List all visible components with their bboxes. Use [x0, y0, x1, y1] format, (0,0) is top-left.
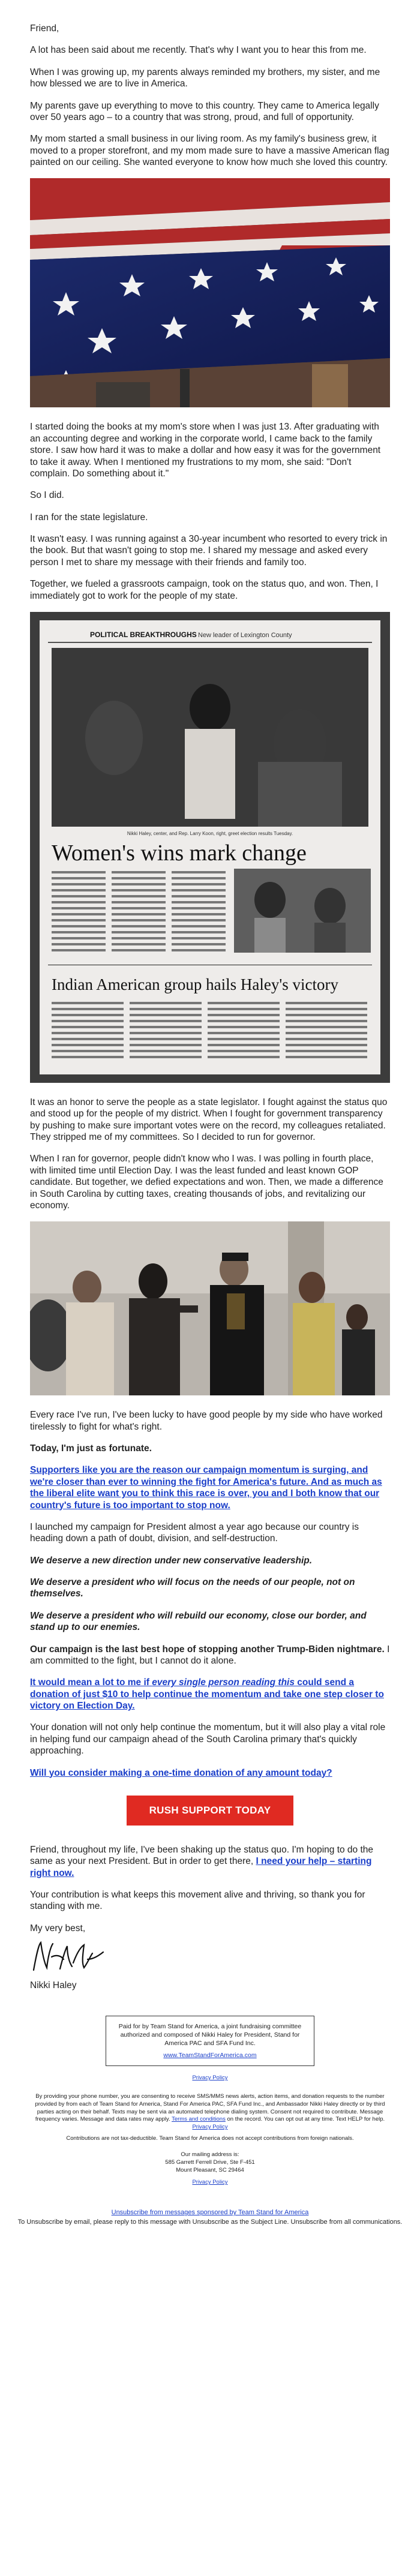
paragraph — [30, 1464, 390, 1511]
newspaper-section-sub: New leader of Lexington County — [198, 631, 292, 639]
paragraph: A lot has been said about me recently. That's why I want you to hear this from me. — [30, 45, 367, 56]
cta-container — [30, 1796, 390, 1826]
paragraph: Every race I've run, I've been lucky to have good people by my side who have worked tirelessly to fight for what's right. — [30, 1410, 383, 1432]
link-text-italic: every single person reading this — [152, 1677, 295, 1688]
link-text: It would mean a lot to me if — [30, 1677, 152, 1688]
address-line: Mount Pleasant, SC 29464 — [176, 2166, 244, 2173]
closing: My very best, — [30, 1923, 86, 1933]
paragraph: Together, we fueled a grassroots campaign, took on the status quo, and won. Then, I immediately got to work for the people of my state. — [30, 579, 379, 601]
paragraph: I started doing the books at my mom's store when I was just 13. After graduating with an accounting degree and working in the corporate world, I came back to the family store. I saw how hard it was to make a dollar and how easy it was for the government to take it away. When I mentioned my frustrations to my mom, she said: "Don't complain. Do something about it." — [30, 422, 381, 479]
paragraph-text: I am committed to the fight, but I cannot do it alone. — [30, 1644, 390, 1666]
privacy-policy-link[interactable]: Privacy Policy — [192, 2179, 228, 2186]
contributions-note: Contributions are not tax-deductible. Team Stand for America does not accept contributions from foreign nationals. — [66, 2135, 354, 2142]
terms-link[interactable]: Terms and conditions — [172, 2116, 226, 2123]
paragraph: My parents gave up everything to move to this country. They came to America legally over 50 years ago – to a country that was strong, proud, and full of opportunity. — [30, 100, 379, 122]
donate-link[interactable]: I need your help – starting right now. — [30, 1856, 372, 1878]
paragraph: It was an honor to serve the people as a state legislator. I fought against the status quo and stood up for the people of my district. When I fought for government transparency by pushing to make sure important votes were on the record, my colleagues retaliated. They stripped me of my committees. So I decided to run for governor. — [30, 1097, 388, 1142]
address-line: 585 Garrett Ferrell Drive, Ste F-451 — [165, 2158, 255, 2166]
paragraph — [30, 1555, 390, 1566]
unsubscribe-email-note: To Unsubscribe by email, please reply to this message with Unsubscribe as the Subject Line. Unsubscribe from all communications. — [17, 2218, 403, 2226]
privacy-policy-link[interactable]: Privacy Policy — [192, 2124, 228, 2131]
paragraph — [30, 1610, 390, 1634]
mailing-label: Our mailing address is: — [181, 2151, 239, 2158]
paragraph — [30, 1443, 390, 1454]
paid-for-box — [106, 2016, 314, 2067]
paragraph — [30, 1644, 390, 1667]
signature-image — [30, 1939, 108, 1976]
sms-disclaimer: By providing your phone number, you are consenting to receive SMS/MMS news alerts, action items, and donation requests to the number provided by from each of Team Stand for America, Stand For America PAC, SFA Fund Inc., and Ambassador Nikki Haley directly or by third parties acting on their behalf. Texts may be sent via an automated telephone dialing system. Consent not required to contribute. Message frequency varies. Message and data rates may apply. — [35, 2093, 385, 2123]
paragraph: My mom started a small business in our living room. As my family's business grew, it moved to a proper storefront, and my mom made sure to have a massive American flag painted on our ceiling. She wanted everyone to know how much she loved this country. — [30, 134, 389, 167]
rush-support-button[interactable]: RUSH SUPPORT TODAY — [127, 1796, 293, 1826]
signature-name: Nikki Haley — [30, 1980, 77, 1991]
paragraph: When I ran for governor, people didn't know who I was. I was polling in fourth place, with limited time until Election Day. I was the least funded and least known GOP candidate. But together, we defied expectations and won. Then, we made a difference in South Carolina by cutting taxes, creating thousands of jobs, and revitalizing our economy. — [30, 1154, 383, 1211]
bold-text: Our campaign is the last best hope of stopping another Trump-Biden nightmare. — [30, 1644, 385, 1655]
paragraph — [30, 1767, 390, 1779]
paragraph: I ran for the state legislature. — [30, 512, 148, 523]
privacy-policy-link[interactable]: Privacy Policy — [192, 2074, 228, 2082]
newspaper-clipping-image — [30, 612, 390, 1083]
paid-for-text: Paid for by Team Stand for America, a joint fundraising committee authorized and composed of Nikki Haley for President, Stand for America PAC and SFA Fund Inc. — [118, 2022, 302, 2047]
svg-text:Nikki Haley, center, and Rep.: Nikki Haley, center, and Rep. Larry Koon, right, greet election results Tuesday. — [127, 830, 293, 836]
unsubscribe-section — [0, 2208, 420, 2227]
paragraph: It wasn't easy. I was running against a 30-year incumbent who resorted to every trick in the book. But that wasn't going to stop me. I shared my message and asked every person I met to share my message with their friends and family too. — [30, 534, 388, 568]
flag-ceiling-photo — [30, 178, 390, 407]
newspaper-subheadline: Indian American group hails Haley's victory — [52, 975, 338, 993]
sms-disclaimer-2: on the record. You can opt out at any time. Text HELP for help. — [227, 2116, 385, 2123]
paragraph — [30, 1844, 390, 1879]
paragraph — [30, 1577, 390, 1600]
greeting: Friend, — [30, 23, 59, 34]
newspaper-headline: Women's wins mark change — [52, 840, 307, 866]
site-link[interactable]: www.TeamStandForAmerica.com — [163, 2052, 257, 2059]
newspaper-section: POLITICAL BREAKTHROUGHS — [90, 630, 197, 639]
bold-text: Today, I'm just as fortunate. — [30, 1443, 152, 1454]
paragraph — [30, 1677, 390, 1712]
bold-italic-text: We deserve a president who will rebuild our economy, close our border, and stand up to our enemies. — [30, 1610, 367, 1633]
swearing-in-photo — [30, 1221, 390, 1395]
paragraph: When I was growing up, my parents always reminded my brothers, my sister, and me how blessed we are to live in America. — [30, 67, 380, 89]
paragraph: I launched my campaign for President almost a year ago because our country is heading down a path of doubt, division, and self-destruction. — [30, 1521, 359, 1544]
email-body — [30, 0, 390, 1992]
unsubscribe-link[interactable]: Unsubscribe from messages sponsored by Team Stand for America — [111, 2209, 309, 2217]
legal-section — [30, 2074, 390, 2187]
bold-italic-text: We deserve a new direction under new conservative leadership. — [30, 1555, 313, 1566]
paragraph: So I did. — [30, 490, 64, 501]
paragraph: Your contribution is what keeps this movement alive and thriving, so thank you for standing with me. — [30, 1890, 365, 1912]
paragraph-text: Friend, throughout my life, I've been shaking up the status quo. I'm hoping to do the same as your next President. But in order to get there, — [30, 1844, 374, 1867]
donate-link[interactable]: Supporters like you are the reason our campaign momentum is surging, and we're closer than ever to winning the fight for America's future. And as much as the liberal elite want you to think this race is over, you and I both know that our country's future is too important to stop now. — [30, 1465, 382, 1511]
donate-link[interactable] — [30, 1677, 384, 1711]
donate-link[interactable]: Will you consider making a one-time donation of any amount today? — [30, 1767, 332, 1778]
link-text: could send a donation of just $10 to help continue the momentum and take one step closer to victory on Election Day. — [30, 1677, 384, 1711]
bold-italic-text: We deserve a president who will focus on the needs of our people, not on themselves. — [30, 1577, 355, 1599]
paragraph: Your donation will not only help continue the momentum, but it will also play a vital role in helping fund our campaign ahead of the South Carolina primary that's quickly approaching. — [30, 1722, 386, 1757]
